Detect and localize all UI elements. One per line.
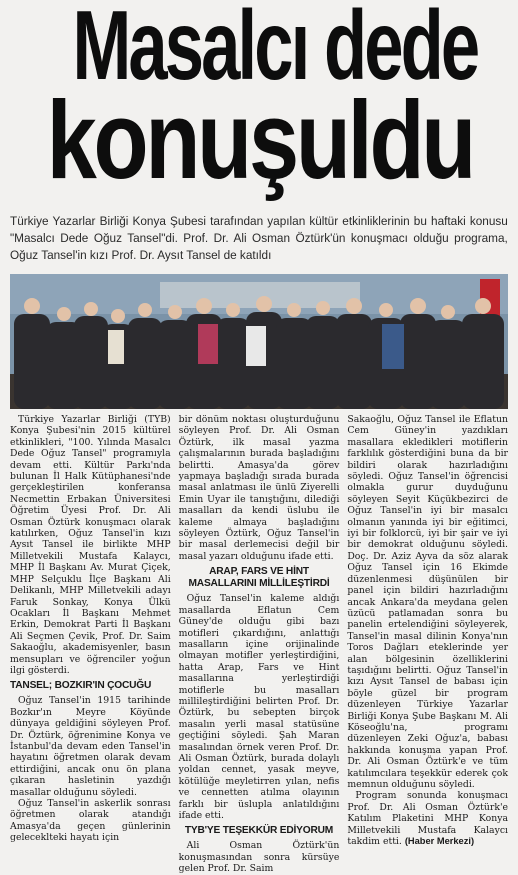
paragraph: Oğuz Tansel'in 1915 tarihinde Bozkır'ın Meyre Köyünde dünyaya geldiğini söyleyen Prof. Dr. Öztürk, öğrenimine Konya ve İstanbul'da devam eden Tansel'in hayatını öğretmen olarak devam ettirdiğini, ancak onu ön plana çıkaran hasletinin yazdığı masallar olduğunu söyledi. (10, 695, 171, 798)
paragraph: Ali Osman Öztürk'ün konuşmasından sonra kürsüye gelen Prof. Dr. Saim (178, 840, 340, 875)
article-column-3 (347, 414, 509, 848)
article-body (10, 414, 509, 875)
paragraph: Sakaoğlu, Oğuz Tansel ile Eflatun Cem Güney'in yazdıkları masallara ekledikleri motiflerin farklılık gösterdiğini buna da bir bildiri olarak hazırladığını söyledi. Oğuz Tansel'in öğrencisi olmakla gurur duyduğunu söyleyen Seyit Küçükbezirci de Oğuz Tansel'in iyi bir masalcı olmanın yanında iyi bir eğitimci, iyi bir folklorcü, iyi bir şair ve iyi bir demokrat olduğunu söyledi. Doç. Dr. Aziz Ayva da söz alarak Oğuz Tansel için 16 Ekimde düzenlenmesi düşünülen bir panel için bildiri hazırladığını ancak Ankara'da meydana gelen üzücü patlamadan sonra bu panelin ertelendiğini söyleyerek, Tansel'in masal dilinin Konya'nın Toros Dağları eteklerinde yer alan bölgesinin özelliklerini taşıdığını belirtti. Oğuz Tansel'in kızı Aysıt Tansel de babası için böyle güzel bir program düzenleyen Türkiye Yazarlar Birliği Konya Şube Başkanı M. Ali Köseoğlu'na, programı düzenleyen Zeki Oğuz'a, babası hakkında konuşma yapan Prof. Dr. Ali Osman Öztürk'e ve tüm katılımcılara teşekkür ederek çok memnun olduğunu söyledi. (347, 414, 509, 790)
byline-credit: (Haber Merkezi) (404, 836, 475, 847)
subheading: TANSEL; BOZKIR'IN ÇOCUĞU (10, 680, 152, 692)
paragraph: Oğuz Tansel'in kaleme aldığı masallarda Eflatun Cem Güney'de olduğu gibi bazı motifleri çıkardığını, anlattığı masalların içine orijinalinde olmayan motifler yerleştirdiğini, hatta Arap, Fars ve Hint masallarına yerleştirdiği motiflerle bu masalları millileştirdiğini belirten Prof. Dr. Öztürk, bu sebepten birçok masalın yerli masal statüsüne geçtiğini söyledi. Şah Maran masalından örnek veren Prof. Dr. Ali Osman Öztürk, burada dolaylı yoldan cennet, yasak meyve, kötülüğe meyletirren yılan, nefis ve cennetten atılma olayının farklı bir üslupla anlatıldığını ifade etti. (178, 593, 340, 821)
subheading: TYB'YE TEŞEKKÜR EDİYORUM (184, 825, 334, 837)
paragraph: Oğuz Tansel'in askerlik sonrası öğretmen olarak atandığı Amasya'da geçen günlerinin geleceklteki hayatı için (10, 798, 171, 844)
paragraph: bir dönüm noktası oluşturduğunu söyleyen Prof. Dr. Ali Osman Öztürk, ilk masal yazma çalışmalarının burada başladığını belirtti. Amasya'da görev yapmaya başladığı sırada burada masal anlatması ile ünlü Ziyerelli Emin Uyar ile tanıştığını, dilediği masalları da kendi üslubu ile kaleme almaya başladığını söyleyen Öztürk, Oğuz Tansel'in bir masal derlemecisi değil bir masal yazarı olduğunu ifade etti. (178, 414, 340, 562)
closing-text: Program sonunda konuşmacı Prof. Dr. Ali Osman Öztürk'e Katılım Plaketini MHP Konya Milletvekili Mustafa Kalaycı takdim etti. (347, 790, 509, 848)
headline-line-1: Masalcı dede (72, 0, 478, 100)
article-column-2 (178, 414, 340, 875)
group-photo (10, 274, 508, 409)
lead-paragraph: Türkiye Yazarlar Birliği Konya Şubesi tarafından yapılan kültür etkinliklerinin bu haftaki konusu "Masalcı Dede Oğuz Tansel"di. Prof. Dr. Ali Osman Öztürk'ün konuşmacı olduğu programa, Oğuz Tansel'in kızı Prof. Dr. Aysıt Tansel de katıldı (10, 214, 508, 262)
article-column-1 (10, 414, 171, 844)
subheading: ARAP, FARS VE HİNT MASALLARINI MİLLİLEŞTİRDİ (188, 566, 330, 590)
paragraph (347, 790, 508, 847)
paragraph: Türkiye Yazarlar Birliği (TYB) Konya Şubesi'nin 2015 kültürel etkinlikleri, "100. Yılında Masalcı Dede Oğuz Tansel" programıyla devam etti. Kültür Parkı'nda bulunan İl Halk Kütüphanesi'nde gerçekleştirilen konferansa Necmettin Erbakan Üniversitesi Öğretim Üyesi Prof. Dr. Ali Osman Öztürk konuşmacı olarak katılırken, Oğuz Tansel'in kızı Aysıt Tansel ile birlikte MHP Milletvekili Mustafa Kalaycı, MHP İl Başkanı Av. Murat Çiçek, MHP Selçuklu İlçe Başkanı Ali Delikanlı, MHP Milletvekili adayı Faruk Sonkay, Konya Ülkü Ocakları İl Başkanı Mehmet Erkin, Demokrat Parti İl Başkanı Ali Seçmen Çevik, Prof. Dr. Saim Sakaoğlu, akademisyenler, basın mensupları ve öğrenciler yoğun ilgi gösterdi. (10, 414, 171, 676)
headline-line-2: konuşuldu (46, 79, 474, 202)
